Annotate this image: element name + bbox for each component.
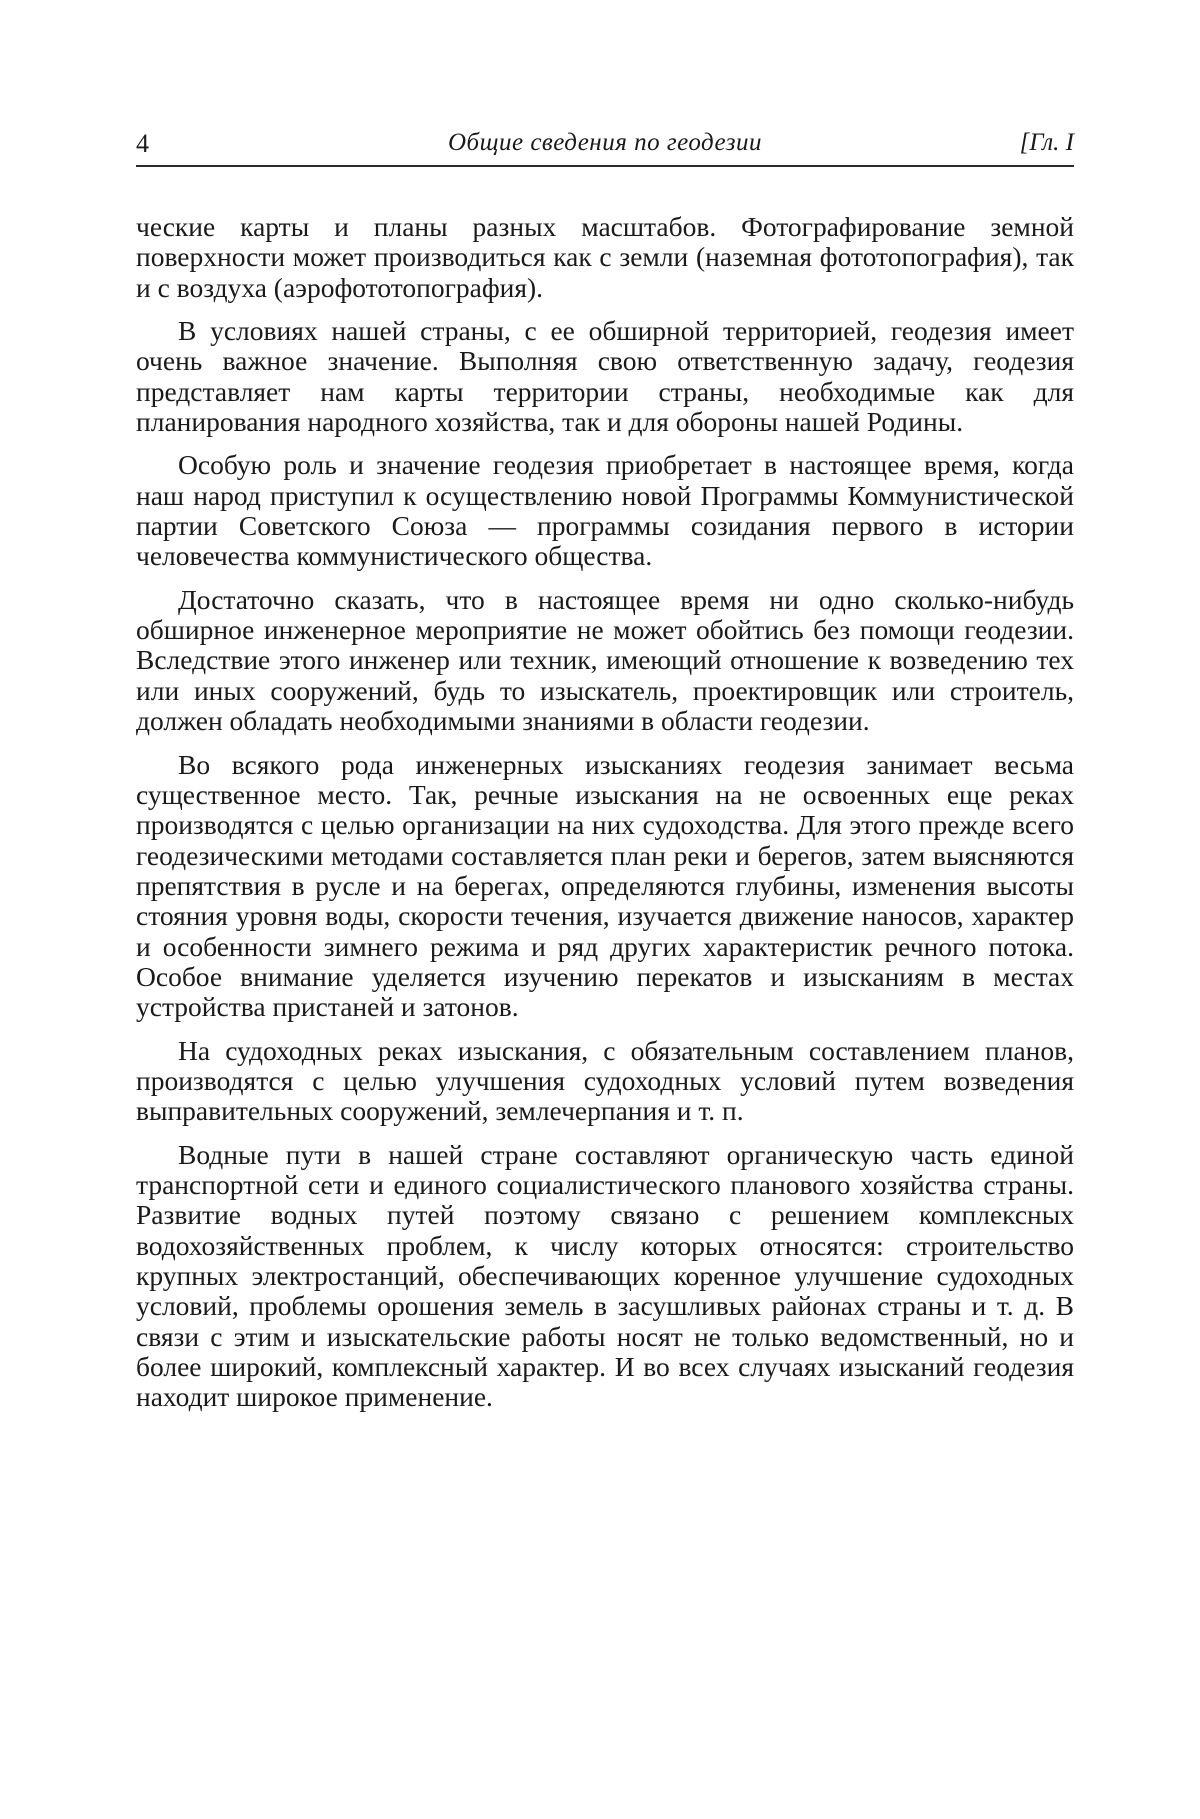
paragraph: Особую роль и значение геодезия приобретает в настоящее время, когда наш народ приступил к осуществлению новой Программы Коммунистической партии Советского Союза — программы созидания первого в истории человечества коммунистического общества.	[136, 449, 1074, 572]
paragraph: На судоходных реках изыскания, с обязательным составлением планов, производятся с целью улучшения судоходных условий путем возведения выправительных сооружений, землечерпания и т. п.	[136, 1034, 1074, 1127]
paragraph-continuation: ческие карты и планы разных масштабов. Фотографирование земной поверхности может производиться как с земли (наземная фототопография), так и с воздуха (аэрофототопография).	[136, 211, 1074, 303]
paragraph: Во всякого рода инженерных изысканиях геодезия занимает весьма существенное место. Так, речные изыскания на не освоенных еще реках производятся с целью организации на них судоходства. Для этого прежде всего геодезическими методами составляется план реки и берегов, затем выясняются препятствия в русле и на берегах, определяются глубины, изменения высоты стояния уровня воды, скорости течения, изучается движение наносов, характер и особенности зимнего режима и ряд других характеристик речного потока. Особое внимание уделяется изучению перекатов и изысканиям в местах устройства пристаней и затонов.	[136, 748, 1074, 1023]
running-title: Общие сведения по геодезии	[447, 129, 762, 156]
body-text	[136, 212, 1074, 1426]
page-number: 4	[136, 129, 149, 158]
paragraph: Достаточно сказать, что в настоящее время ни одно сколько-нибудь обширное инженерное мероприятие не может обойтись без помощи геодезии. Вследствие этого инженер или техник, имеющий отношение к возведению тех или иных сооружений, будь то изыскатель, проектировщик или строитель, должен обладать необходимыми знаниями в области геодезии.	[136, 583, 1074, 737]
running-header	[136, 127, 1074, 167]
chapter-reference: [Гл. I	[1019, 129, 1074, 156]
paragraph: В условиях нашей страны, с ее обширной территорией, геодезия имеет очень важное значение. Выполняя свою ответственную задачу, геодезия представляет нам карты территории страны, необходимые как для планирования народного хозяйства, так и для обороны нашей Родины.	[136, 315, 1074, 438]
paragraph: Водные пути в нашей стране составляют органическую часть единой транспортной сети и единого социалистического планового хозяйства страны. Развитие водных путей поэтому связано с решением комплексных водохозяйственных проблем, к числу которых относятся: строительство крупных электростанций, обеспечивающих коренное улучшение судоходных условий, проблемы орошения земель в засушливых районах страны и т. д. В связи с этим и изыскательские работы носят не только ведомственный, но и более широкий, комплексный характер. И во всех случаях изысканий геодезия находит широкое применение.	[136, 1138, 1074, 1413]
